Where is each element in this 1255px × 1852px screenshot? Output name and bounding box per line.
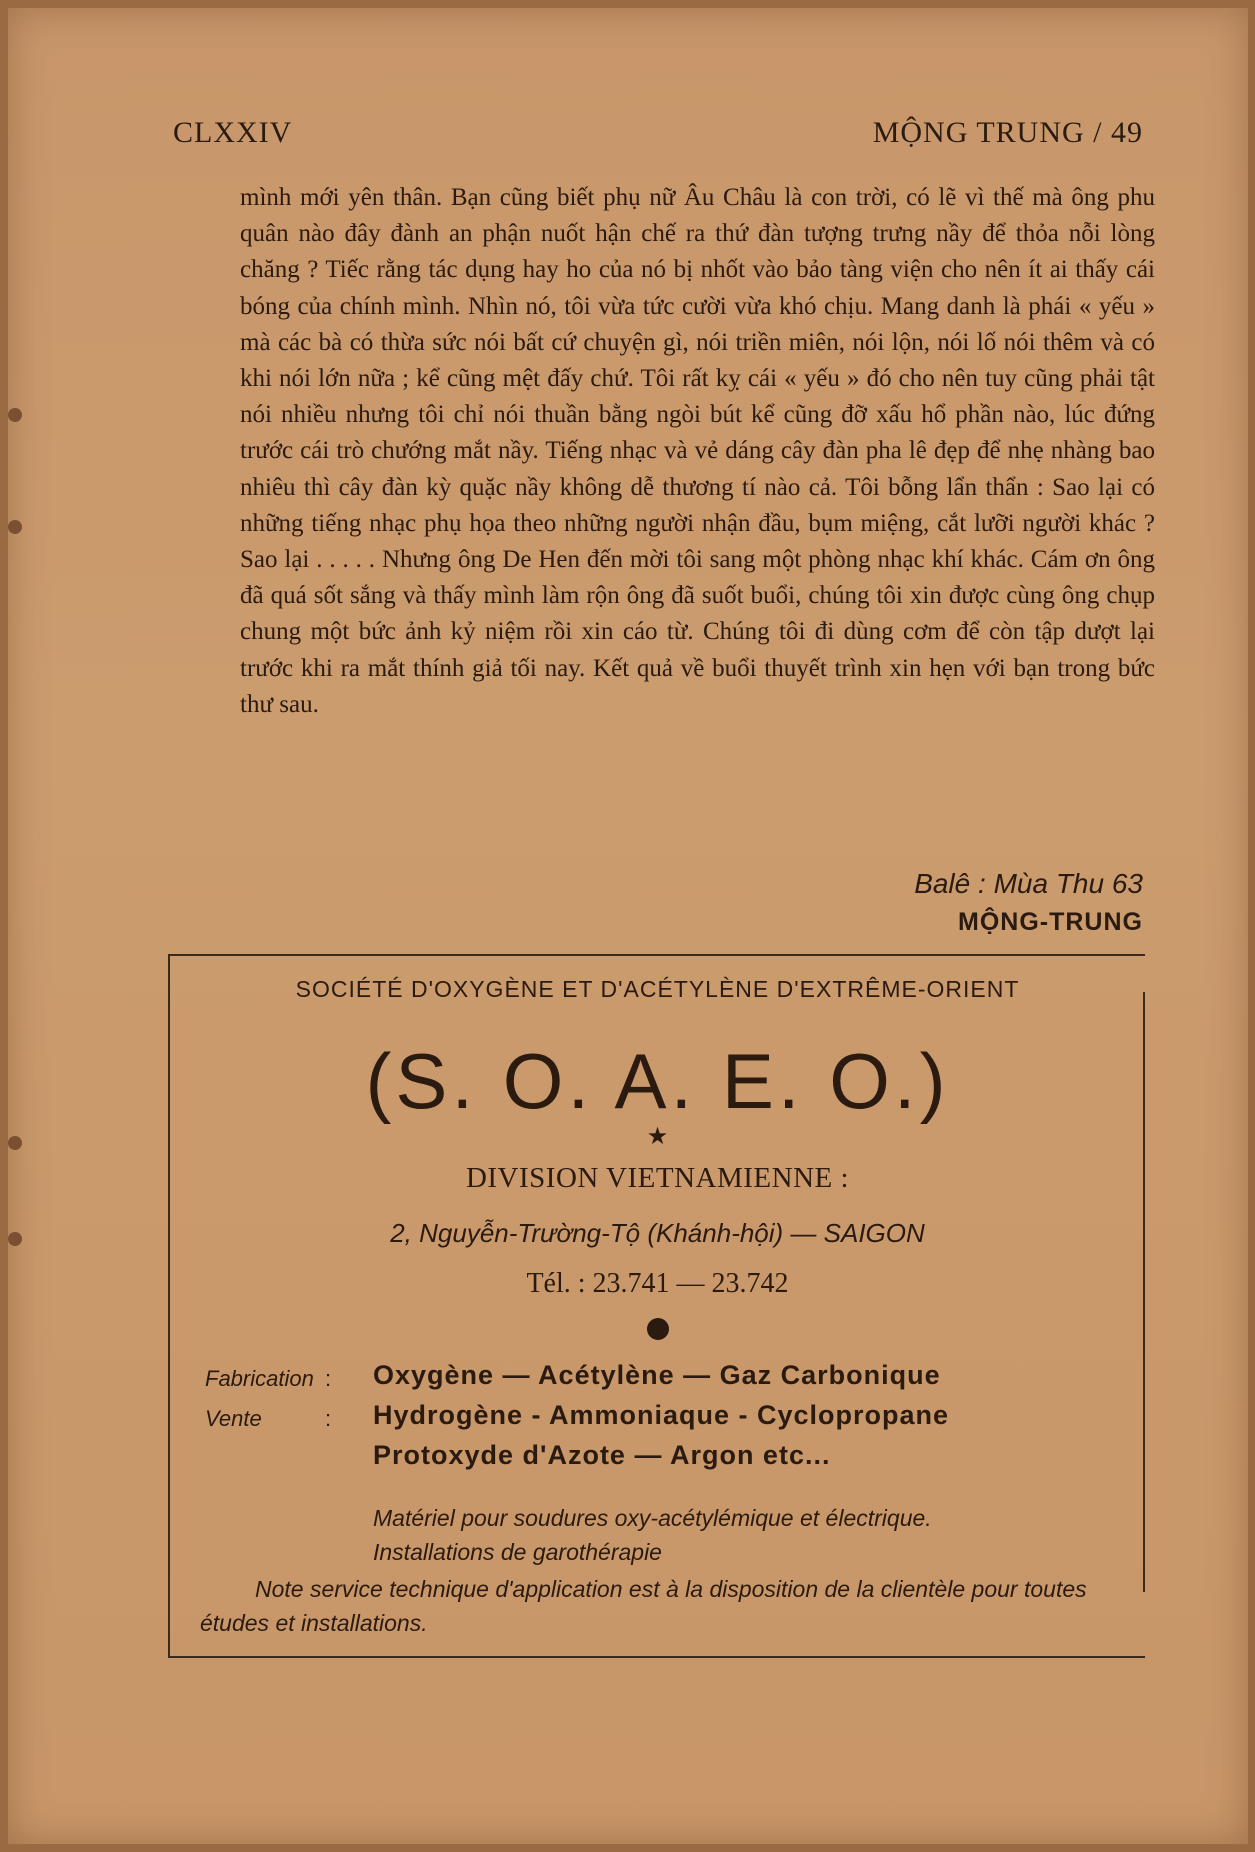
product-row-label: Vente xyxy=(205,1406,262,1431)
ad-installation-line: Installations de garothérapie xyxy=(373,1539,662,1565)
ad-service-note: Note service technique d'application est à la disposition de la clientèle pour toutes études et installations. xyxy=(200,1576,1087,1636)
running-header xyxy=(173,116,1143,156)
product-row-label: Fabrication xyxy=(205,1366,314,1391)
signature-block xyxy=(914,868,1143,937)
product-row xyxy=(205,1440,1135,1480)
product-row-colon: : xyxy=(325,1366,332,1391)
ad-address: 2, Nguyễn-Trường-Tộ (Khánh-hội) — SAIGON xyxy=(390,1218,925,1248)
binding-hole xyxy=(8,520,22,534)
product-row-value: Hydrogène - Ammoniaque - Cyclopropane xyxy=(373,1400,950,1430)
ad-material-lines xyxy=(373,1501,932,1569)
ad-division: DIVISION VIETNAMIENNE : xyxy=(465,1162,850,1194)
section-number: CLXXIV xyxy=(173,116,293,149)
ad-material-line: Matériel pour soudures oxy-acétylémique et électrique. xyxy=(373,1505,932,1531)
magazine-page xyxy=(8,8,1248,1844)
binding-hole xyxy=(8,1136,22,1150)
advertisement-box xyxy=(168,954,1145,1658)
bullet-dot-icon xyxy=(647,1318,669,1340)
star-icon: ★ xyxy=(646,1124,669,1150)
binding-hole xyxy=(8,408,22,422)
ad-acronym: (S. O. A. E. O.) xyxy=(365,1037,950,1125)
signature-place-date: Balê : Mùa Thu 63 xyxy=(914,868,1143,899)
article-body xyxy=(240,180,1155,723)
page-header-title: MỘNG TRUNG / 49 xyxy=(872,116,1143,149)
product-row xyxy=(205,1400,1135,1440)
ad-phone: Tél. : 23.741 — 23.742 xyxy=(526,1268,789,1299)
product-row-value: Protoxyde d'Azote — Argon etc... xyxy=(373,1440,831,1470)
ad-product-list xyxy=(205,1360,1135,1480)
signature-author: MỘNG-TRUNG xyxy=(958,908,1143,936)
ad-company-name: SOCIÉTÉ D'OXYGÈNE ET D'ACÉTYLÈNE D'EXTRÊME-ORIENT xyxy=(295,976,1020,1002)
product-row-colon: : xyxy=(325,1406,332,1431)
product-row xyxy=(205,1360,1135,1400)
product-row-value: Oxygène — Acétylène — Gaz Carbonique xyxy=(373,1360,941,1390)
article-paragraph: mình mới yên thân. Bạn cũng biết phụ nữ Âu Châu là con trời, có lẽ vì thế mà ông phu quân nào đây đành an phận nuốt hận chế ra thứ đàn tượng trưng nầy để thỏa nỗi lòng chăng ? Tiếc rằng tác dụng hay ho của nó bị nhốt vào bảo tàng viện cho nên ít ai thấy cái bóng của chính mình. Nhìn nó, tôi vừa tức cười vừa khó chịu. Mang danh là phái « yếu » mà các bà có thừa sức nói bất cứ chuyện gì, nói triền miên, nói lộn, nói lố nói thêm và có khi nói lớn nữa ; kể cũng mệt đấy chứ. Tôi rất kỵ cái « yếu » đó cho nên tuy cũng phải tật nói nhiều nhưng tôi chỉ nói thuần bằng ngòi bút kể cũng đỡ xấu hổ phần nào, lúc đứng trước cái trò chướng mắt nầy. Tiếng nhạc và vẻ dáng cây đàn pha lê đẹp để nhẹ nhàng bao nhiêu thì cây đàn kỳ quặc nầy không dễ thương tí nào cả. Tôi bỗng lẩn thẩn : Sao lại có những tiếng nhạc phụ họa theo những người nhận đầu, bụm miệng, cắt lưỡi người khác ? Sao lại . . . . . Nhưng ông De Hen đến mời tôi sang một phòng nhạc khí khác. Cám ơn ông đã quá sốt sắng và thấy mình làm rộn ông đã suốt buổi, chúng tôi xin được cùng ông chụp chung một bức ảnh kỷ niệm rồi xin cáo từ. Chúng tôi đi dùng cơm để còn tập dượt lại trước khi ra mắt thính giả tối nay. Kết quả về buổi thuyết trình xin hẹn với bạn trong bức thư sau. xyxy=(240,184,1155,718)
binding-hole xyxy=(8,1232,22,1246)
